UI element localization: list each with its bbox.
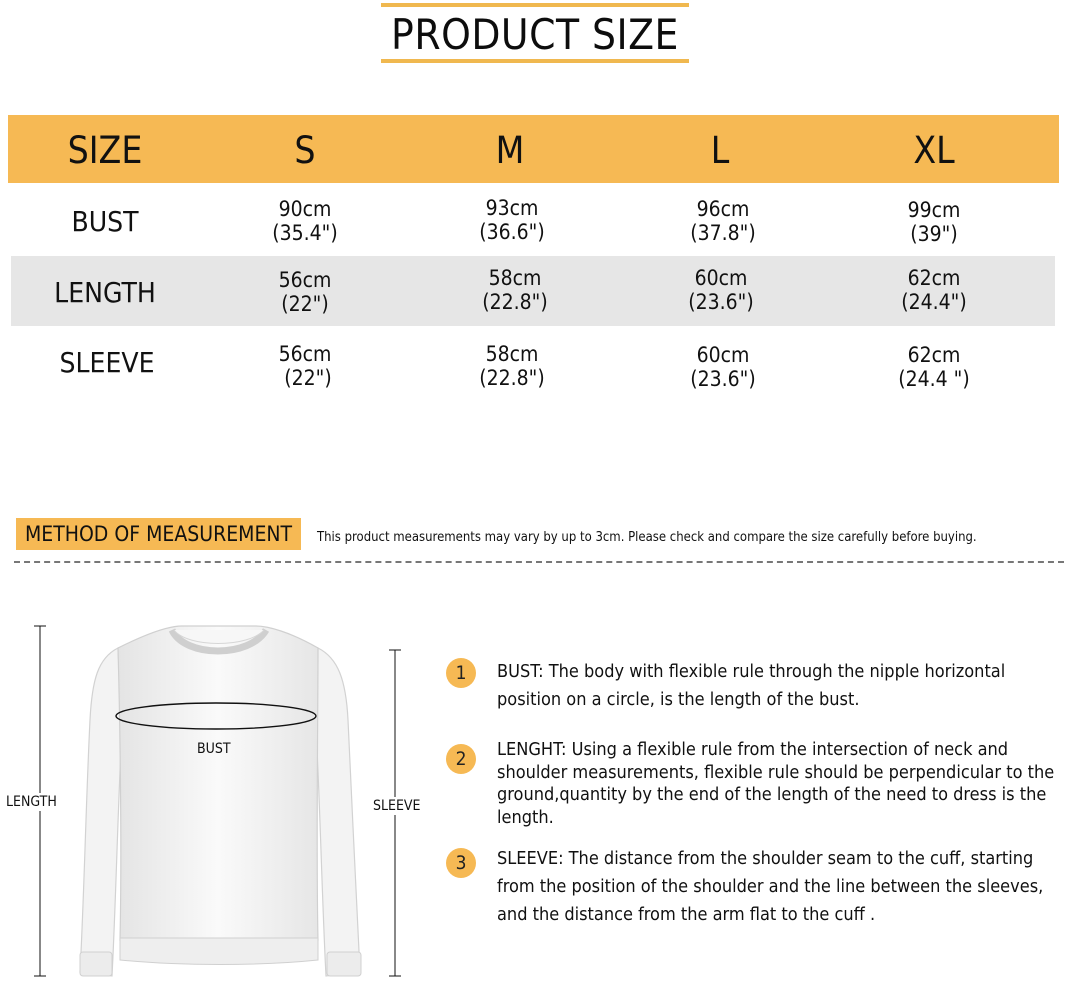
cell-inch: (39")	[910, 222, 958, 246]
length-label: LENGTH	[6, 794, 57, 810]
instruction-bust: BUST: The body with flexible rule through the nipple horizontal position on a circle, is the length of the bust.	[497, 661, 1006, 710]
instruction-sleeve: SLEEVE: The distance from the shoulder seam to the cuff, starting from the position of the shoulder and the line between the sleeves, and the distance from the arm flat to the cuff .	[497, 848, 1044, 925]
table-header-m: M	[495, 129, 525, 172]
cell-inch: (22")	[278, 366, 332, 390]
bust-label: BUST	[197, 741, 231, 757]
table-cell	[235, 268, 375, 316]
page-title: PRODUCT SIZE	[391, 10, 679, 59]
right-cuff	[327, 952, 361, 976]
method-heading: METHOD OF MEASUREMENT	[16, 518, 301, 550]
cell-inch: (23.6")	[688, 290, 754, 314]
cell-cm: 93cm	[485, 196, 539, 220]
cell-cm: 56cm	[278, 268, 332, 292]
sleeve-label: SLEEVE	[373, 798, 421, 814]
cell-inch: (36.6")	[479, 220, 545, 244]
cell-cm: 90cm	[278, 197, 332, 221]
right-sleeve	[316, 648, 360, 976]
table-header-l: L	[710, 129, 730, 172]
table-cell	[442, 196, 582, 244]
dashed-divider	[14, 561, 1064, 563]
cell-inch: (22.8")	[479, 366, 545, 390]
table-cell	[864, 343, 1004, 391]
table-cell	[653, 343, 793, 391]
page-title-block	[381, 3, 689, 63]
table-header-s: S	[294, 129, 316, 172]
row-label-sleeve: SLEEVE	[59, 346, 155, 379]
cell-cm: 62cm	[907, 266, 961, 290]
cell-inch: (35.4")	[272, 221, 338, 245]
cell-inch: (24.4 ")	[898, 367, 970, 391]
sweatshirt-diagram	[0, 600, 440, 986]
step-badge-1: 1	[446, 658, 476, 688]
cell-cm: 96cm	[696, 197, 750, 221]
table-header-xl: XL	[913, 129, 955, 172]
cell-inch: (23.6")	[690, 367, 756, 391]
table-cell	[442, 342, 582, 390]
method-note: This product measurements may vary by up to 3cm. Please check and compare the size carefully before buying.	[317, 530, 977, 545]
table-cell	[651, 266, 791, 314]
table-cell	[864, 198, 1004, 246]
cell-inch: (22.8")	[482, 290, 548, 314]
cell-cm: 62cm	[907, 343, 961, 367]
title-top-rule	[381, 3, 689, 7]
title-bottom-rule	[381, 59, 689, 63]
row-label-length: LENGTH	[54, 276, 156, 309]
row-label-bust: BUST	[71, 205, 139, 238]
instruction-length: LENGHT: Using a flexible rule from the intersection of neck and shoulder measurements, flexible rule should be perpendicular to the ground,quantity by the end of the length of the need to dress is the length.	[497, 739, 1055, 828]
table-cell	[235, 342, 375, 390]
shirt-hem	[120, 938, 318, 965]
left-cuff	[80, 952, 112, 976]
cell-cm: 99cm	[907, 198, 961, 222]
cell-inch: (24.4")	[901, 290, 967, 314]
table-cell	[235, 197, 375, 245]
table-cell	[864, 266, 1004, 314]
table-cell	[653, 197, 793, 245]
cell-cm: 56cm	[278, 342, 332, 366]
cell-inch: (37.8")	[690, 221, 756, 245]
shirt-body	[118, 626, 318, 940]
step-badge-2: 2	[446, 744, 476, 774]
cell-cm: 58cm	[488, 266, 542, 290]
step-badge-3: 3	[446, 848, 476, 878]
cell-cm: 60cm	[696, 343, 750, 367]
cell-cm: 60cm	[694, 266, 748, 290]
table-header-size: SIZE	[67, 129, 143, 172]
cell-cm: 58cm	[485, 342, 539, 366]
cell-inch: (22")	[281, 292, 329, 316]
left-sleeve	[80, 648, 122, 976]
table-cell	[445, 266, 585, 314]
